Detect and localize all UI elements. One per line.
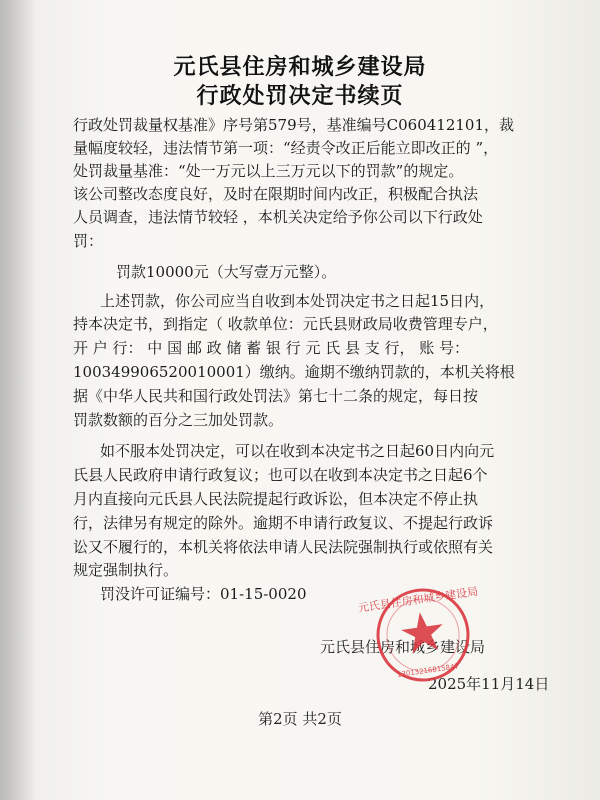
page-footer: 第2页 共2页 — [258, 710, 342, 728]
paragraph-2-line-1: 上述罚款，你公司应当自收到本处罚决定书之日起15日内， — [100, 292, 495, 310]
document-title-line-1: 元氏县住房和城乡建设局 — [173, 54, 427, 80]
issue-date: 2025年11月14日 — [428, 675, 550, 693]
paragraph-2-line-5: 据《中华人民共和国行政处罚法》第七十二条的规定，每日按 — [73, 387, 479, 405]
paragraph-3-line-3: 月内直接向元氏县人民法院提起行政诉讼，但本决定不停止执 — [73, 490, 479, 508]
svg-text:元氏县住房和城乡建设局: 元氏县住房和城乡建设局 — [357, 584, 479, 615]
paragraph-2-line-3: 开 户 行： 中 国 邮 政 储 蓄 银 行 元 氏 县 支 行， 账 号： — [73, 339, 470, 357]
official-seal-icon — [357, 584, 479, 685]
paragraph-1-line-6: 罚： — [73, 232, 104, 250]
paper-shadow — [0, 0, 36, 800]
paragraph-1-line-5: 人员调查，违法情节较轻 ，本机关决定给予你公司以下行政处 — [73, 208, 483, 226]
paragraph-2-line-4: 100349906520010001）缴纳。逾期不缴纳罚款的，本机关将根 — [73, 363, 515, 381]
issuing-authority: 元氏县住房和城乡建设局 — [320, 638, 486, 656]
paragraph-1-line-1: 行政处罚裁量权基准》序号第579号，基准编号C060412101，裁 — [73, 116, 515, 134]
paragraph-1-line-2: 量幅度较轻，违法情节第一项：“经责令改正后能立即改正的 ”， — [73, 139, 499, 157]
paragraph-3-line-6: 规定强制执行。 — [73, 561, 179, 579]
paragraph-1-line-4: 该公司整改态度良好，及时在限期时间内改正，积极配合执法 — [73, 185, 479, 203]
document-title-line-2: 行政处罚决定书续页 — [196, 83, 404, 109]
paragraph-1-line-3: 处罚裁量基准：“处一万元以上三万元以下的罚款”的规定。 — [73, 162, 464, 180]
paragraph-3-line-1: 如不服本处罚决定，可以在收到本决定书之日起60日内向元 — [100, 442, 495, 460]
paragraph-3-line-4: 行，法律另有规定的除外。逾期不申请行政复议、不提起行政诉 — [73, 514, 494, 532]
permit-number: 罚没许可证编号：01-15-0020 — [100, 585, 307, 603]
svg-text:13013216815847: 13013216815847 — [396, 662, 460, 679]
paragraph-3-line-5: 讼又不履行的，本机关将依法申请人民法院强制执行或依照有关 — [73, 538, 494, 556]
penalty-line: 罚款10000元（大写壹万元整）。 — [116, 263, 337, 281]
paragraph-2-line-2: 持本决定书，到指定（ 收款单位：元氏县财政局收费管理专户， — [73, 315, 498, 333]
paragraph-2-line-6: 罚款数额的百分之三加处罚款。 — [73, 411, 284, 429]
paragraph-3-line-2: 氏县人民政府申请行政复议；也可以在收到本决定书之日起6个 — [73, 466, 488, 484]
